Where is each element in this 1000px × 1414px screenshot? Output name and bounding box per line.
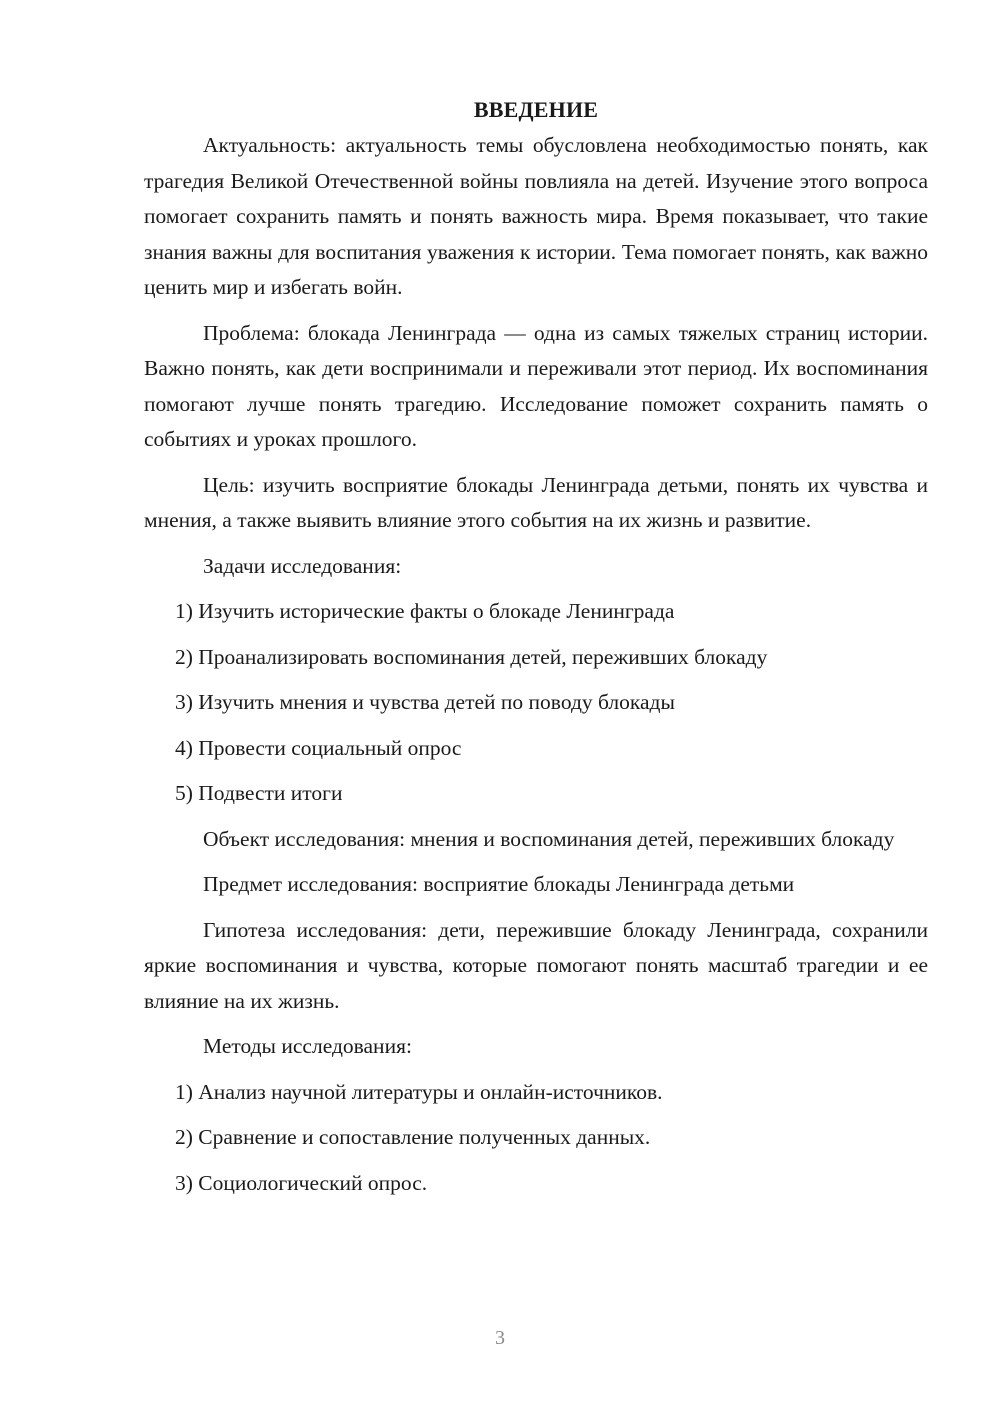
task-item: 5) Подвести итоги bbox=[175, 781, 343, 805]
hypothesis-paragraph: Гипотеза исследования: дети, пережившие блокаду Ленинграда, сохранили яркие воспоминания и чувства, которые помогают понять масштаб трагедии и ее влияние на их жизнь. bbox=[144, 917, 928, 1013]
tasks-list bbox=[144, 594, 928, 812]
task-item: 3) Изучить мнения и чувства детей по поводу блокады bbox=[175, 690, 675, 714]
method-item: 2) Сравнение и сопоставление полученных данных. bbox=[175, 1125, 651, 1149]
method-item: 3) Социологический опрос. bbox=[175, 1170, 428, 1195]
task-item: 1) Изучить исторические факты о блокаде Ленинграда bbox=[175, 599, 675, 623]
goal-paragraph: Цель: изучить восприятие блокады Ленинграда детьми, понять их чувства и мнения, а также выявить влияние этого события на их жизнь и развитие. bbox=[144, 472, 928, 532]
methods-heading: Методы исследования: bbox=[203, 1034, 412, 1058]
object-paragraph: Объект исследования: мнения и воспоминания детей, переживших блокаду bbox=[203, 826, 895, 851]
relevance-paragraph: Актуальность: актуальность темы обусловлена необходимостью понять, как трагедия Великой Отечественной войны повлияла на детей. Изучение этого вопроса помогает сохранить память и понять важность мира. Время показывает, что такие знания важны для воспитания уважения к истории. Тема помогает понять, как важно ценить мир и избегать войн. bbox=[144, 133, 928, 299]
page-number: 3 bbox=[495, 1327, 505, 1349]
subject-paragraph: Предмет исследования: восприятие блокады Ленинграда детьми bbox=[203, 872, 795, 896]
method-item: 1) Анализ научной литературы и онлайн-источников. bbox=[175, 1079, 663, 1104]
task-item: 4) Провести социальный опрос bbox=[175, 735, 462, 760]
tasks-heading: Задачи исследования: bbox=[203, 553, 402, 578]
task-item: 2) Проанализировать воспоминания детей, переживших блокаду bbox=[175, 644, 768, 669]
page-title: ВВЕДЕНИЕ bbox=[473, 97, 599, 122]
methods-list bbox=[144, 1075, 928, 1202]
problem-paragraph: Проблема: блокада Ленинграда — одна из самых тяжелых страниц истории. Важно понять, как дети воспринимали и переживали этот период. Их воспоминания помогают лучше понять трагедию. Исследование поможет сохранить память о событиях и уроках прошлого. bbox=[144, 320, 928, 451]
document-page bbox=[144, 92, 928, 1201]
